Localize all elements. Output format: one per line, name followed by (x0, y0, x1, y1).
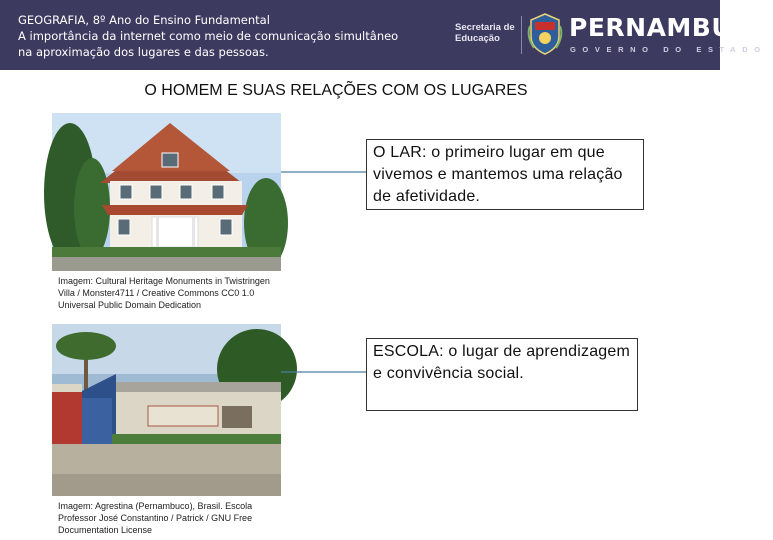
page-title: O HOMEM E SUAS RELAÇÕES COM OS LUGARES (144, 82, 528, 99)
secretaria-line-2: Educação (455, 33, 500, 44)
lar-text-box: O LAR: o primeiro lugar em que vivemos e mantemos uma relação de afetividade. (366, 139, 644, 210)
escola-text-box: ESCOLA: o lugar de aprendizagem e convivência social. (366, 338, 638, 411)
pernambuco-seal-icon (526, 12, 564, 56)
header-divider (521, 16, 522, 54)
brand-name: PERNAMBUCO (569, 13, 773, 42)
header-line-2: A importância da internet como meio de comunicação simultâneo (18, 29, 399, 43)
secretaria-label (455, 22, 515, 44)
villa-photo (52, 113, 281, 271)
header-subject (18, 12, 398, 60)
brand-subtitle: GOVERNO DO ESTADO (570, 45, 767, 54)
header-line-1: GEOGRAFIA, 8º Ano do Ensino Fundamental (18, 13, 270, 27)
header-bar (0, 0, 773, 70)
school-image-caption: Imagem: Agrestina (Pernambuco), Brasil. Escola Professor José Constantino / Patrick / GNU Free Documentation License (58, 501, 253, 535)
secretaria-line-1: Secretaria de (455, 22, 515, 33)
header-line-3: na aproximação dos lugares e das pessoas. (18, 45, 269, 59)
school-photo (52, 324, 281, 496)
villa-image-caption: Imagem: Cultural Heritage Monuments in Twistringen Villa / Monster4711 / Creative Commons CC0 1.0 Universal Public Domain Dedication (58, 276, 270, 310)
